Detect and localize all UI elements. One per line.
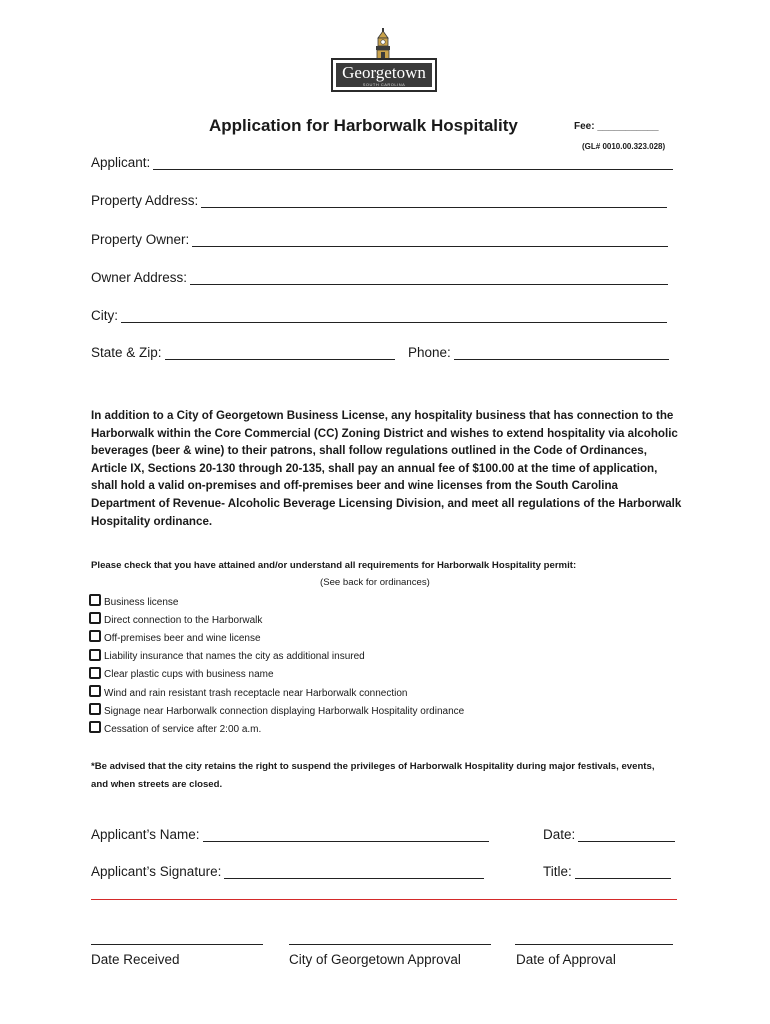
checklist-item-label: Clear plastic cups with business name [104, 669, 274, 681]
city-label: City: [91, 308, 118, 323]
checklist-item[interactable] [89, 720, 464, 738]
checkbox[interactable] [89, 667, 101, 679]
state-zip-field[interactable] [91, 345, 395, 360]
approval-line[interactable] [289, 944, 491, 945]
applicant-input-line[interactable] [153, 157, 673, 170]
advisory-notice: *Be advised that the city retains the right to suspend the privileges of Harborwalk Hospitality during major festivals, events, and when streets are closed. [91, 761, 655, 790]
applicant-name-field[interactable] [91, 827, 489, 842]
applicant-signature-label: Applicant’s Signature: [91, 864, 222, 879]
approval-label: City of Georgetown Approval [289, 952, 461, 967]
checklist-item-label: Liability insurance that names the city as additional insured [104, 651, 365, 663]
date-input-line[interactable] [578, 829, 675, 842]
date-received-label: Date Received [91, 952, 180, 967]
checkbox[interactable] [89, 685, 101, 697]
applicant-field[interactable] [91, 155, 673, 170]
checklist-item[interactable] [89, 629, 464, 647]
property-owner-field[interactable] [91, 232, 668, 247]
date-label: Date: [543, 827, 576, 842]
checkbox[interactable] [89, 703, 101, 715]
requirements-checklist [89, 593, 464, 739]
checkbox[interactable] [89, 721, 101, 733]
phone-label: Phone: [408, 345, 451, 360]
phone-field[interactable] [408, 345, 669, 360]
title-label: Title: [543, 864, 572, 879]
applicant-signature-input-line[interactable] [224, 866, 484, 879]
checklist-item-label: Business license [104, 596, 179, 608]
office-use-divider [91, 899, 677, 900]
date-received-line[interactable] [91, 944, 263, 945]
checklist-item[interactable] [89, 648, 464, 666]
checklist-title: Please check that you have attained and/or understand all requirements for Harborwalk Hospitality permit: [91, 560, 577, 571]
checklist-subtitle: (See back for ordinances) [320, 577, 430, 588]
applicant-label: Applicant: [91, 155, 151, 170]
applicant-signature-field[interactable] [91, 864, 484, 879]
applicant-name-label: Applicant’s Name: [91, 827, 200, 842]
checklist-item[interactable] [89, 702, 464, 720]
clock-tower-icon [331, 28, 439, 60]
checkbox[interactable] [89, 612, 101, 624]
state-zip-label: State & Zip: [91, 345, 162, 360]
checklist-item-label: Signage near Harborwalk connection displaying Harborwalk Hospitality ordinance [104, 705, 465, 717]
checklist-item-label: Off-premises beer and wine license [104, 632, 261, 644]
checklist-item[interactable] [89, 611, 464, 629]
requirements-paragraph: In addition to a City of Georgetown Business License, any hospitality business that has connection to the Harborwalk within the Core Commercial (CC) Zoning District and wishes to extend hospitality via alcoholic beverages (beer & wine) to their patrons, shall follow regulations outlined in the Code of Ordinances, Article IX, Sections 20-130 through 20-135, shall pay an annual fee of $100.00 at the time of application, shall hold a valid on-premises and off-premises beer and wine licenses from the South Carolina Department of Revenue- Alcoholic Beverage Licensing Division, and meet all regulations of the Harborwalk Hospitality ordinance. [91, 409, 682, 528]
title-field[interactable] [543, 864, 671, 879]
applicant-name-input-line[interactable] [203, 829, 489, 842]
checklist-item[interactable] [89, 666, 464, 684]
checkbox[interactable] [89, 649, 101, 661]
checklist-item-label: Wind and rain resistant trash receptacle near Harborwalk connection [104, 687, 408, 699]
logo-box [331, 58, 437, 92]
checklist-item-label: Direct connection to the Harborwalk [104, 614, 263, 626]
checkbox[interactable] [89, 594, 101, 606]
title-input-line[interactable] [575, 866, 671, 879]
city-input-line[interactable] [121, 310, 667, 323]
property-owner-label: Property Owner: [91, 232, 190, 247]
property-address-label: Property Address: [91, 193, 199, 208]
form-title: Application for Harborwalk Hospitality [209, 116, 518, 135]
checklist-item[interactable] [89, 684, 464, 702]
date-of-approval-line[interactable] [515, 944, 673, 945]
property-owner-input-line[interactable] [192, 234, 668, 247]
city-field[interactable] [91, 308, 667, 323]
date-field[interactable] [543, 827, 675, 842]
gl-code: (GL# 0010.00.323.028) [582, 142, 666, 151]
logo-inner [336, 63, 432, 87]
state-zip-input-line[interactable] [165, 347, 395, 360]
logo-subtext: SOUTH CAROLINA [362, 82, 406, 87]
fee-field[interactable]: Fee: ___________ [574, 121, 659, 132]
phone-input-line[interactable] [454, 347, 669, 360]
owner-address-label: Owner Address: [91, 270, 188, 285]
owner-address-input-line[interactable] [190, 272, 668, 285]
property-address-input-line[interactable] [201, 195, 667, 208]
city-logo [331, 28, 439, 94]
date-of-approval-label: Date of Approval [516, 952, 616, 967]
checklist-item[interactable] [89, 593, 464, 611]
checkbox[interactable] [89, 630, 101, 642]
property-address-field[interactable] [91, 193, 667, 208]
logo-wordmark: Georgetown [342, 63, 426, 82]
owner-address-field[interactable] [91, 270, 668, 285]
checklist-item-label: Cessation of service after 2:00 a.m. [104, 723, 262, 735]
